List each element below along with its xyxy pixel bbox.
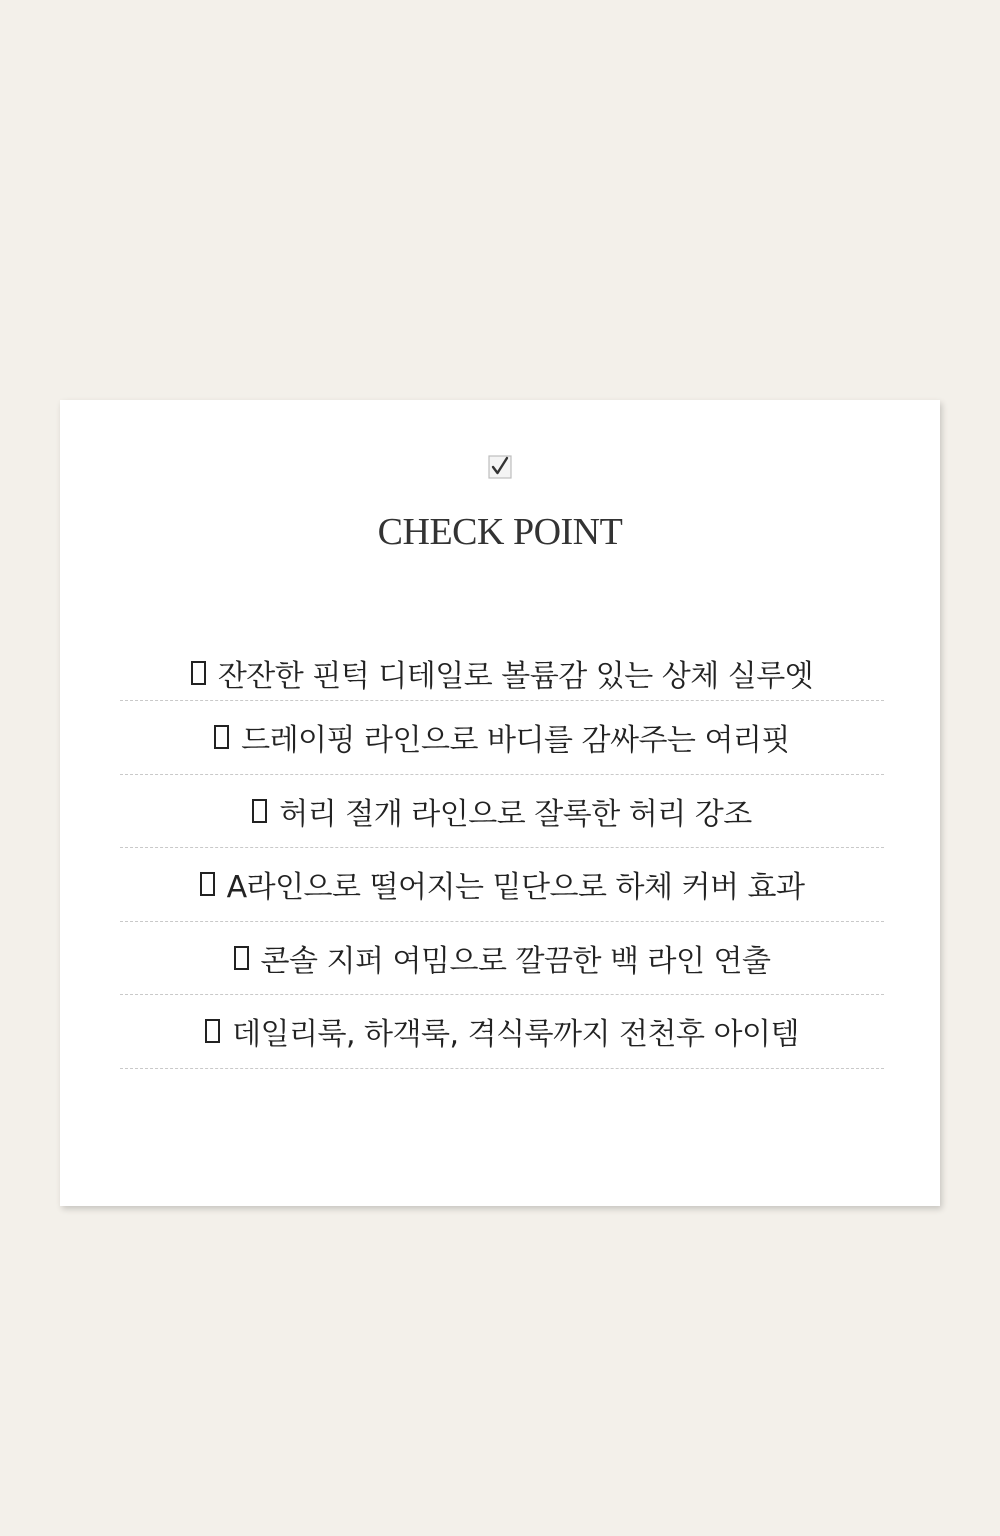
checkbox-icon	[234, 946, 249, 970]
list-item	[120, 995, 884, 1069]
list-item-text: 콘솔 지퍼 여밈으로 깔끔한 백 라인 연출	[260, 943, 771, 979]
list-item	[120, 645, 884, 701]
checkbox-icon	[205, 1019, 220, 1043]
list-item-text: 데일리룩, 하객룩, 격식룩까지 전천후 아이템	[232, 1017, 799, 1053]
list-item	[120, 922, 884, 996]
checkbox-icon	[191, 661, 206, 685]
list-item-text: 허리 절개 라인으로 잘록한 허리 강조	[279, 796, 752, 832]
list-item-text: A라인으로 떨어지는 밑단으로 하체 커버 효과	[226, 870, 805, 906]
check-point-card	[60, 400, 940, 1206]
card-title: CHECK POINT	[377, 511, 623, 553]
checkbox-icon	[252, 799, 267, 823]
checkbox-icon	[200, 872, 215, 896]
list-item	[120, 701, 884, 775]
check-point-list	[120, 645, 884, 1069]
checkbox-icon	[214, 725, 229, 749]
list-item-text: 잔잔한 핀턱 디테일로 볼륨감 있는 상체 실루엣	[217, 658, 814, 694]
list-item-text: 드레이핑 라인으로 바디를 감싸주는 여리핏	[241, 723, 790, 759]
list-item	[120, 775, 884, 849]
ballot-box-check-icon	[488, 455, 512, 479]
list-item	[120, 848, 884, 922]
